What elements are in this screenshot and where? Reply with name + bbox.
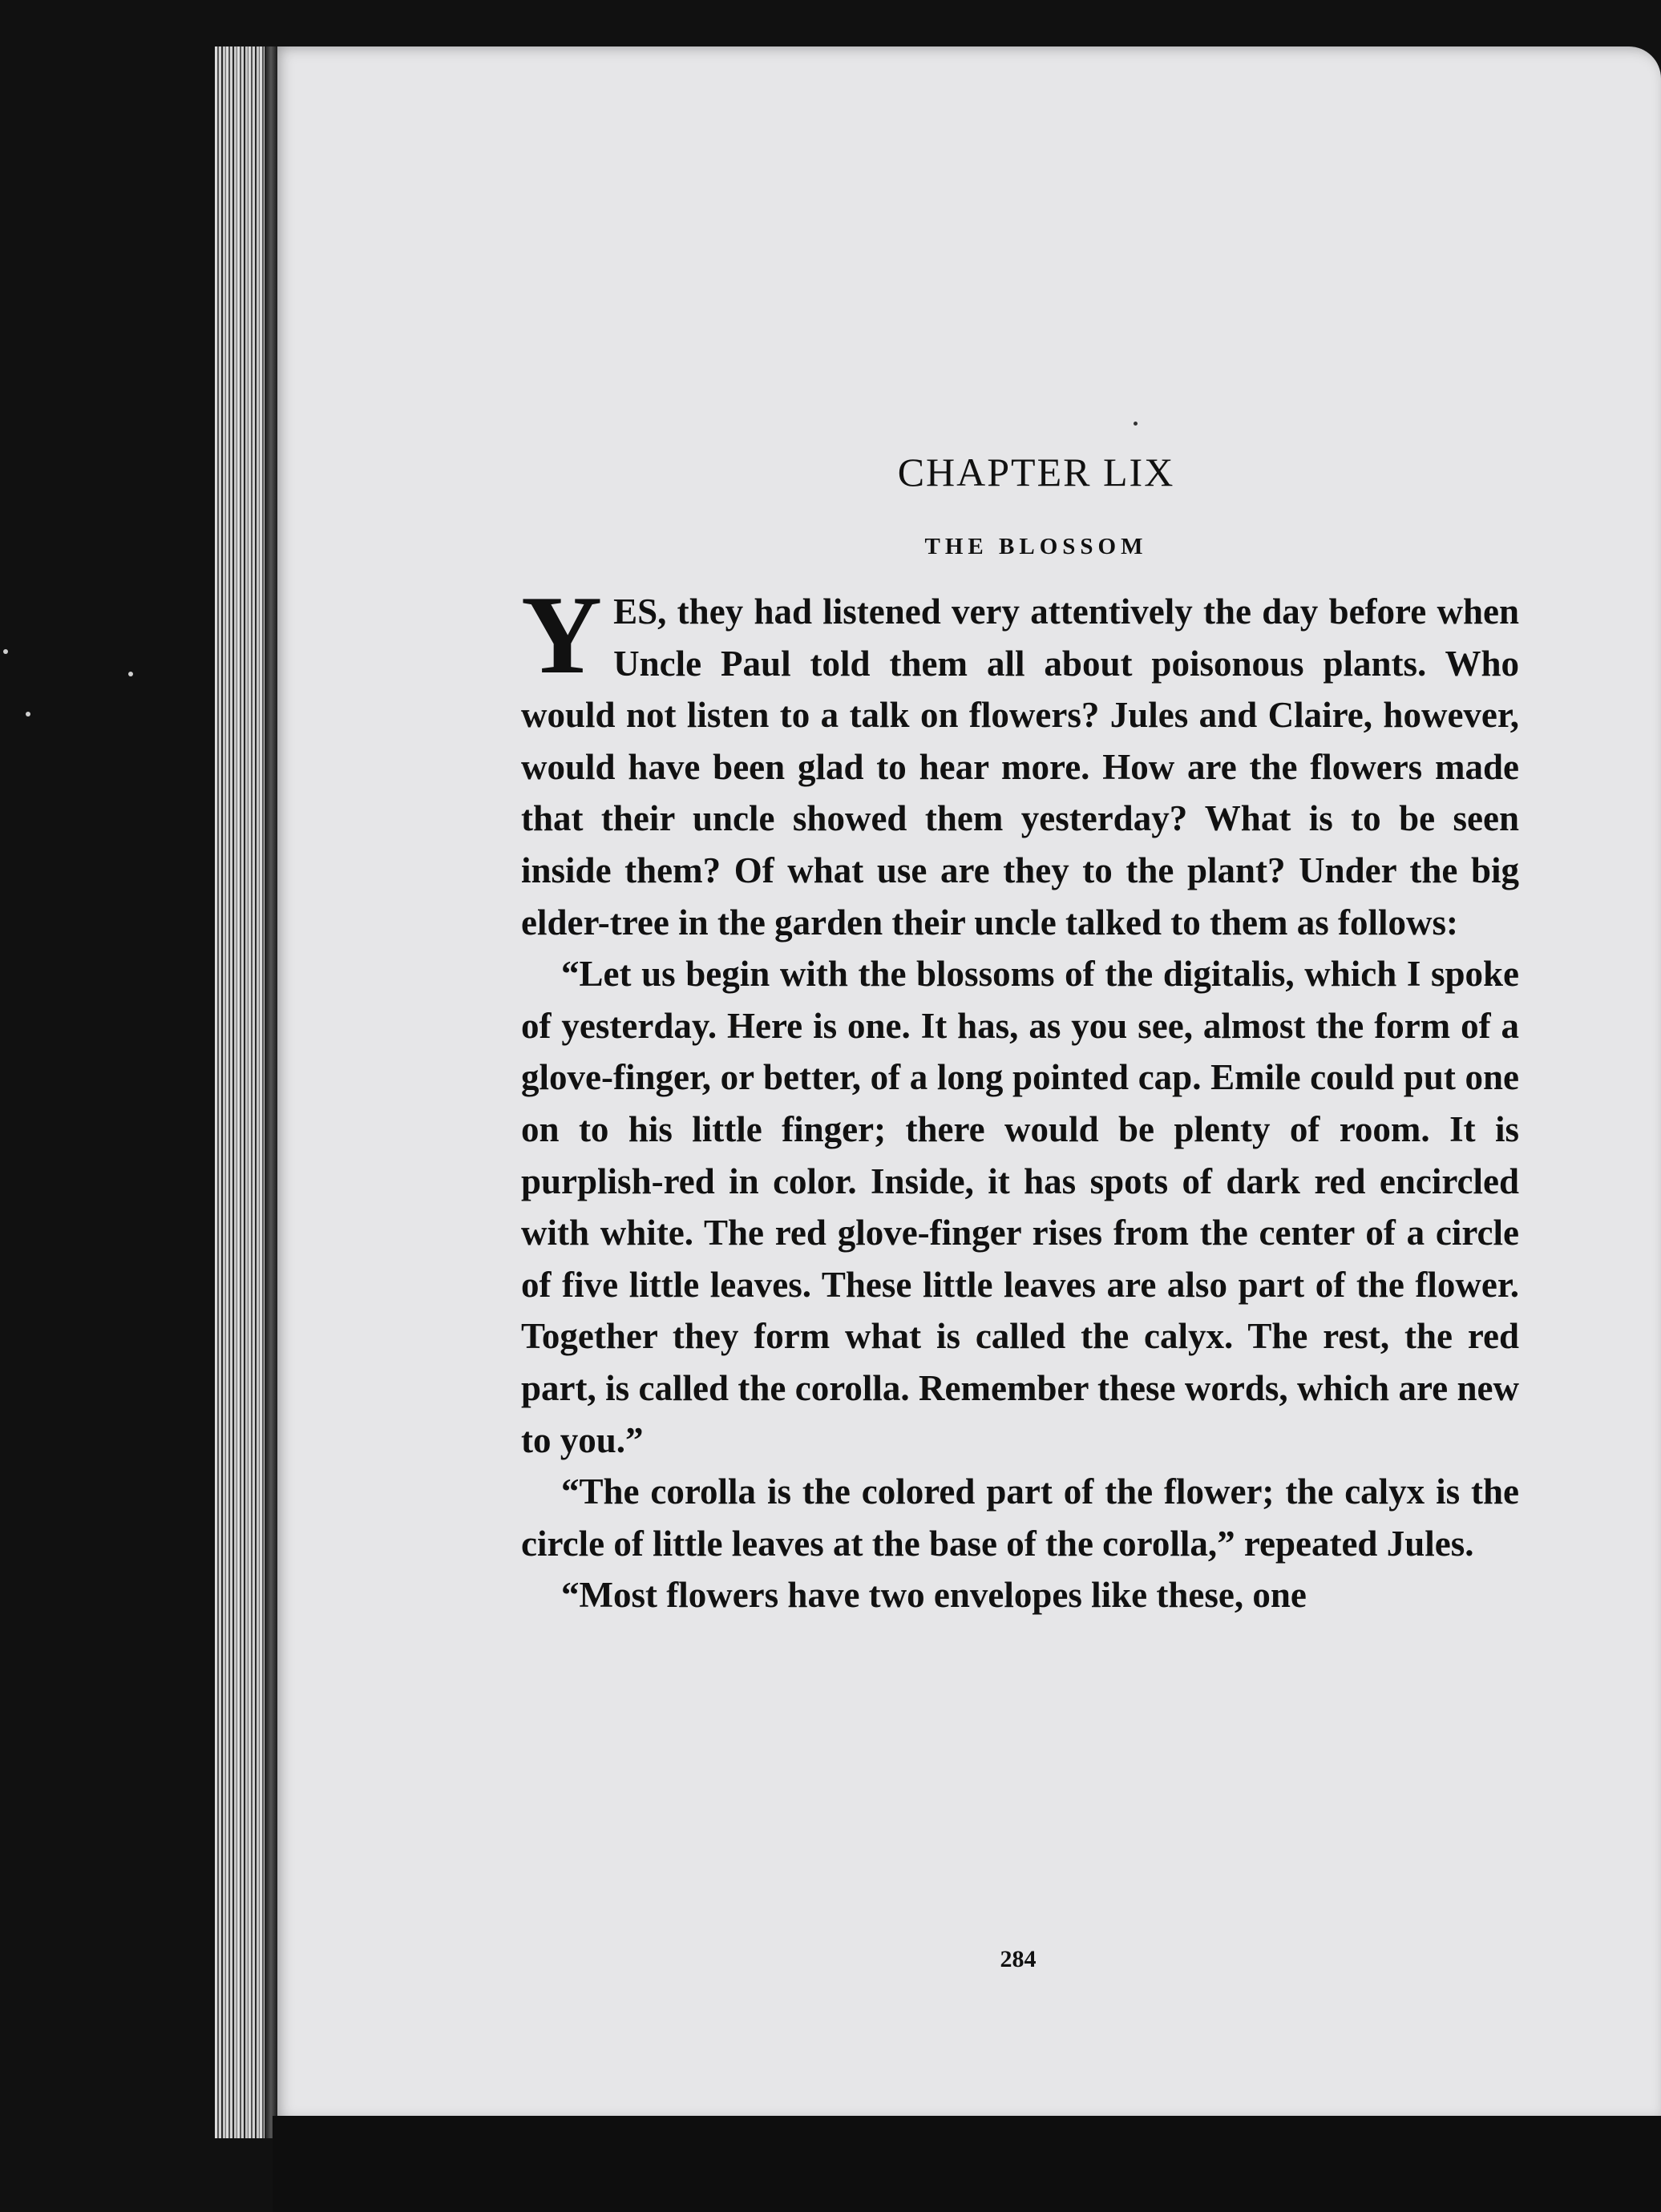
scan-speck bbox=[128, 672, 133, 676]
chapter-title: CHAPTER LIX bbox=[897, 450, 1175, 494]
paragraph-1-text: ES, they had listened very attentively the day before when Uncle Paul told them all about poisonous plants. Who would not listen to a talk on flowers? Jules and Claire, however, would have been glad to hear more. How are the flowers made that their uncle showed them yesterday? What is to be seen inside them? Of what use are they to the plant? Under the big elder-tree in the garden their uncle talked to them as follows: bbox=[521, 591, 1519, 943]
scan-speck bbox=[26, 712, 30, 716]
paragraph-4: “Most flowers have two envelopes like these, one bbox=[561, 1575, 1307, 1616]
print-dot bbox=[1134, 422, 1138, 426]
page-bottom-border bbox=[273, 2116, 1661, 2212]
paragraph-1 bbox=[521, 573, 1519, 948]
book-spine-shadow bbox=[265, 46, 277, 2138]
paragraph-3: “The corolla is the colored part of the flower; the calyx is the circle of little leaves at the base of the corolla,” repeated Jules. bbox=[521, 1471, 1519, 1564]
section-title: THE BLOSSOM bbox=[924, 534, 1148, 559]
chapter-body bbox=[521, 573, 1519, 1621]
page-number: 284 bbox=[1000, 1946, 1037, 1972]
paragraph-2: “Let us begin with the blossoms of the digitalis, which I spoke of yesterday. Here is one. It has, as you see, almost the form of a glove-finger, or better, of a long pointed cap. Emile could put one on to his little finger; there would be plenty of room. It is purplish-red in color. Inside, it has spots of dark red encircled with white. The red glove-finger rises from the center of a circle of five little leaves. These little leaves are also part of the flower. Together they form what is called the calyx. The rest, the red part, is called the corolla. Remember these words, which are new to you.” bbox=[521, 954, 1519, 1460]
scan-speck bbox=[3, 649, 8, 654]
page-text-block bbox=[521, 449, 1519, 1621]
drop-cap: Y bbox=[521, 573, 603, 697]
